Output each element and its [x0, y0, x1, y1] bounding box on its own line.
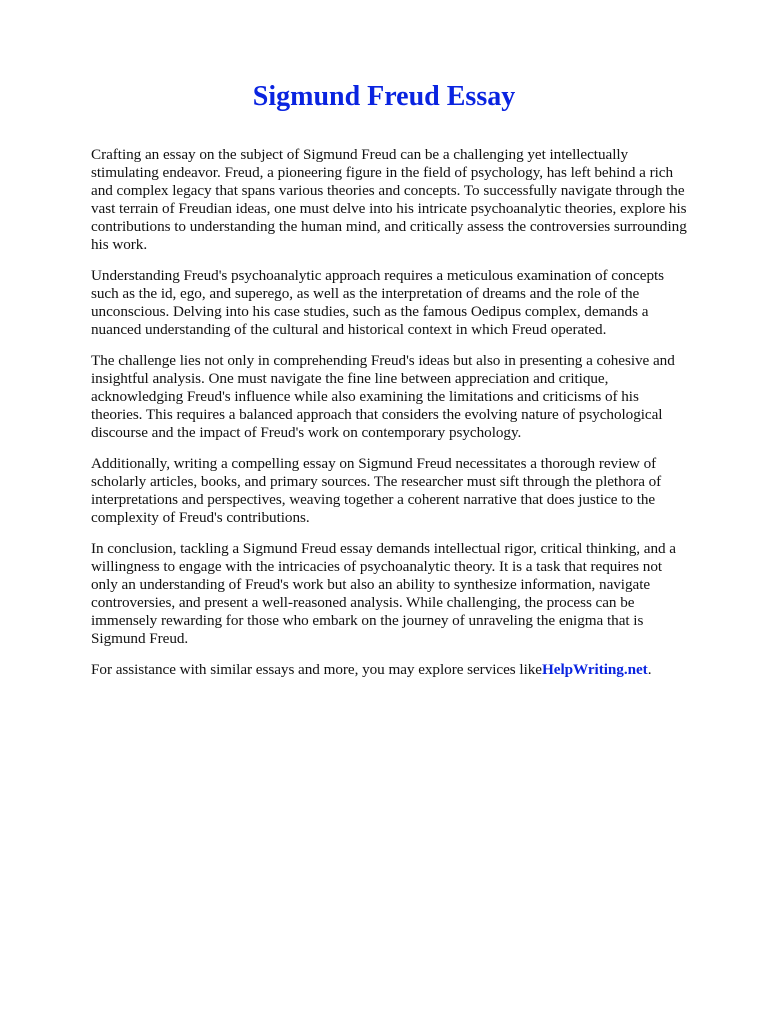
paragraph-1: Crafting an essay on the subject of Sigmund Freud can be a challenging yet intellectually stimulating endeavor. Freud, a pioneering figure in the field of psychology, has left behind a rich and complex legacy that spans various theories and concepts. To successfully navigate through the vast terrain of Freudian ideas, one must delve into his intricate psychoanalytic theories, explore his contributions to understanding the human mind, and critically assess the controversies surrounding his work.	[91, 146, 687, 253]
essay-body	[91, 146, 691, 692]
paragraph-4: Additionally, writing a compelling essay on Sigmund Freud necessitates a thorough review of scholarly articles, books, and primary sources. The researcher must sift through the plethora of interpretations and perspectives, weaving together a coherent narrative that does justice to the complexity of Freud's contributions.	[91, 455, 662, 526]
helpwriting-link[interactable]: HelpWriting.net	[541, 661, 648, 678]
paragraph-5: In conclusion, tackling a Sigmund Freud essay demands intellectual rigor, critical thinking, and a willingness to engage with the intricacies of psychoanalytic theory. It is a task that requires not only an understanding of Freud's work but also an ability to synthesize information, navigate controversies, and present a well-reasoned analysis. While challenging, the process can be immensely rewarding for those who embark on the journey of unraveling the enigma that is Sigmund Freud.	[91, 540, 676, 647]
closing-text: For assistance with similar essays and more, you may explore services like	[91, 661, 542, 678]
closing-suffix: .	[647, 661, 652, 678]
page-title: Sigmund Freud Essay	[252, 81, 516, 112]
paragraph-3: The challenge lies not only in comprehending Freud's ideas but also in presenting a cohesive and insightful analysis. One must navigate the fine line between appreciation and critique, acknowledging Freud's influence while also examining the limitations and criticisms of his theories. This requires a balanced approach that considers the evolving nature of psychological discourse and the impact of Freud's work on contemporary psychology.	[91, 352, 675, 441]
paragraph-2: Understanding Freud's psychoanalytic approach requires a meticulous examination of concepts such as the id, ego, and superego, as well as the interpretation of dreams and the role of the unconscious. Delving into his case studies, such as the famous Oedipus complex, demands a nuanced understanding of the cultural and historical context in which Freud operated.	[91, 267, 665, 338]
closing-paragraph	[91, 661, 691, 679]
